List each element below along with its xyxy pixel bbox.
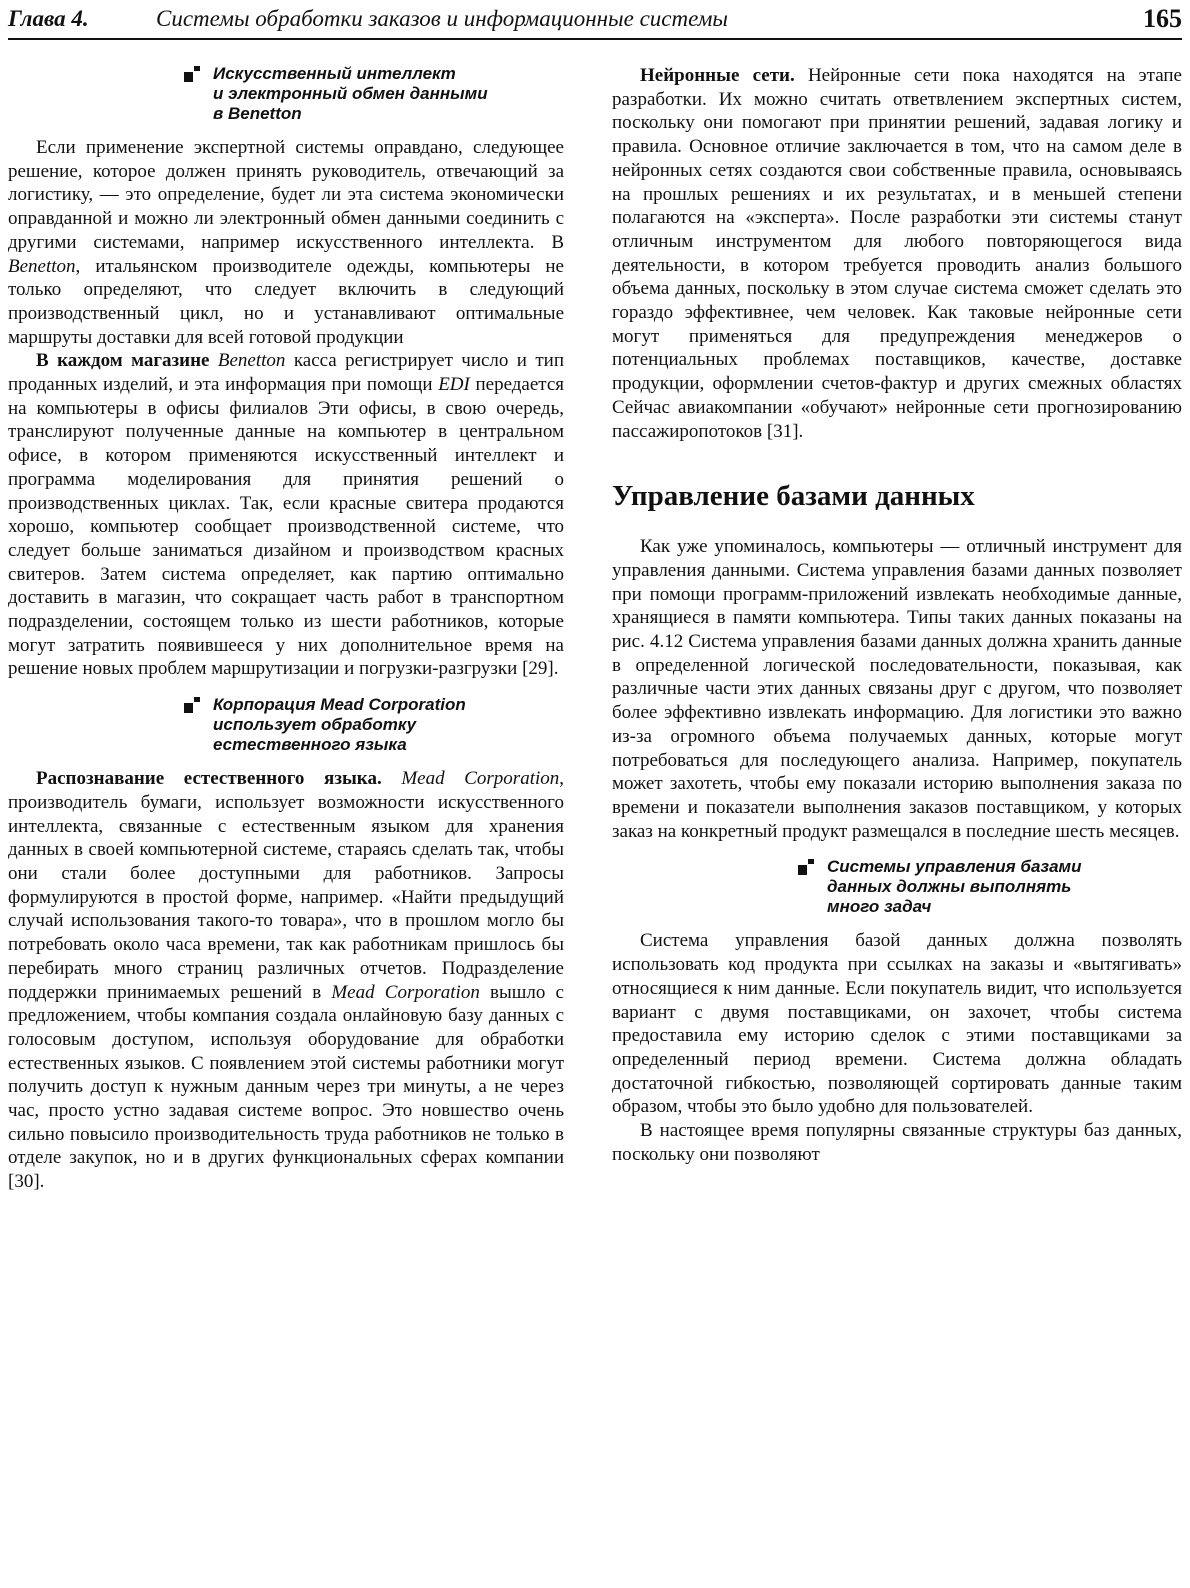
sidebar-title-line: естественного языка xyxy=(213,735,407,755)
body-paragraph: Если применение экспертной системы оправдано, следующее решение, которое должен принять руководитель, отвечающий за логистику, — это определение, будет ли эта система экономически оправданной и можно ли электронный обмен данными соединить с другими системами, например искусственного интеллекта. В Benetton, итальянском производителе одежды, компьютеры не только определяют, что следует включить в следующий производственный цикл, но и устанавливают оптимальные маршруты доставки для всей готовой продукции xyxy=(8,137,564,348)
right-column xyxy=(612,64,1182,1166)
sidebar-title-line: и электронный обмен данными xyxy=(213,84,488,103)
bullet-marker-icon xyxy=(184,697,200,713)
body-paragraph: В каждом магазине Benetton касса регистрирует число и тип проданных изделий, и эта информация при помощи EDI передается на компьютеры в офисы филиалов Эти офисы, в свою очередь, транслируют полученные данные на компьютер в центральном офисе, в котором применяются искусственный интеллект и программа моделирования для принятия решений о производственных циклах. Так, если красные свитера продаются хорошо, компьютер сообщает производственной системе, что следует больше заниматься дизайном и производством красных свитеров. Затем система определяет, как партию оптимально доставить в магазин, что сокращает часть работ в транспортном подразделении, состоящем только из шести работников, которые могут затратить появившееся у них дополнительное время на решение новых проблем маршрутизации и погрузки-разгрузки [29]. xyxy=(8,350,564,680)
sidebar-title-line: в Benetton xyxy=(213,104,302,123)
chapter-label: Глава 4. xyxy=(8,6,89,31)
sidebar-title-line: Корпорация Mead Corporation xyxy=(213,695,466,715)
page-number: 165 xyxy=(1143,4,1182,33)
body-paragraph: Как уже упоминалось, компьютеры — отличный инструмент для управления данными. Система управления базами данных позволяет при помощи программ-приложений извлекать необходимые данные, хранящиеся в памяти компьютера. Типы таких данных показаны на рис. 4.12 Система управления базами данных должна хранить данные в определенной логической последовательности, показывая, как различные части этих данных связаны друг с другом, что позволяет более эффективно извлекать информацию. Для логистики это важно из-за огромного объема получаемых данных, которые могут потребоваться для последующего анализа. Например, покупатель может захотеть, чтобы ему показали историю выполнения заказа по времени и показатели выполнения заказов поставщиком, у которых заказ на конкретный продукт размещался в последние шесть месяцев. xyxy=(612,536,1182,842)
sidebar-note-benetton xyxy=(8,64,564,124)
section-heading: Управление базами данных xyxy=(612,480,975,513)
sidebar-title-line: данных должны выполнять xyxy=(827,877,1072,897)
sidebar-title-line: Искусственный интеллект xyxy=(213,64,456,83)
sidebar-note-mead xyxy=(8,695,564,755)
bullet-marker-icon xyxy=(798,859,814,875)
bullet-marker-icon xyxy=(184,66,200,82)
body-paragraph: Нейронные сети. Нейронные сети пока находятся на этапе разработки. Их можно считать ответвлением экспертных систем, поскольку они помогают при принятии решений, задавая логику и правила. Основное отличие заключается в том, что на самом деле в нейронных сетях создаются свои собственные правила, основываясь на прошлых решениях и их результатах, и в меньшей степени полагаются на «эксперта». После разработки эти системы станут отличным инструментом для любого повторяющегося вида деятельности, в котором требуется проводить анализ большого объема данных, поскольку в этом случае система сможет сделать это гораздо эффективнее, чем человек. Как таковые нейронные сети могут применяться для предупреждения менеджеров о потенциальных проблемах поставщиков, качестве, доставке продукции, оформлении счетов-фактур и других смежных областях Сейчас авиакомпании «обучают» нейронные сети прогнозированию пассажиропотоков [31]. xyxy=(612,65,1182,442)
sidebar-title-line: использует обработку xyxy=(213,715,417,735)
body-paragraph: Система управления базой данных должна позволять использовать код продукта при ссылках на заказы и «вытягивать» относящиеся к ним данные. Если покупатель видит, что используется вариант с двумя поставщиками, он захочет, чтобы система предоставила ему историю сделок с этими поставщиками за определенный период времени. Система должна обладать достаточной гибкостью, позволяющей сортировать данные таким образом, чтобы это было удобно для пользователей. xyxy=(612,930,1182,1118)
chapter-title: Системы обработки заказов и информационные системы xyxy=(156,6,729,31)
sidebar-title-line: много задач xyxy=(827,897,932,917)
sidebar-note-dbms xyxy=(612,857,1182,917)
sidebar-title-line: Системы управления базами xyxy=(827,857,1082,877)
body-paragraph: Распознавание естественного языка. Mead Corporation, производитель бумаги, использует возможности искусственного интеллекта, связанные с естественным языком для хранения данных в своей компьютерной системе, стараясь сделать так, чтобы они стали более доступными для работников. Запросы формулируются в простой форме, например. «Найти предыдущий случай использования такого-то товара», что в прошлом могло бы потребовать около часа времени, так как работникам пришлось бы перебирать много страниц различных отчетов. Подразделение поддержки принимаемых решений в Mead Corporation вышло с предложением, чтобы компания создала онлайновую базу данных с голосовым доступом, используя оборудование для обработки естественных языков. С появлением этой системы работники могут получить доступ к нужным данным через три минуты, а не через час, просто устно задавая системе вопрос. Это новшество очень сильно повысило производительность труда работников не только в отделе закупок, но и в других функциональных сферах компании [30]. xyxy=(8,768,565,1193)
body-paragraph: В настоящее время популярны связанные структуры баз данных, поскольку они позволяют xyxy=(612,1120,1182,1165)
running-head xyxy=(8,2,1182,40)
left-column xyxy=(8,64,564,1194)
